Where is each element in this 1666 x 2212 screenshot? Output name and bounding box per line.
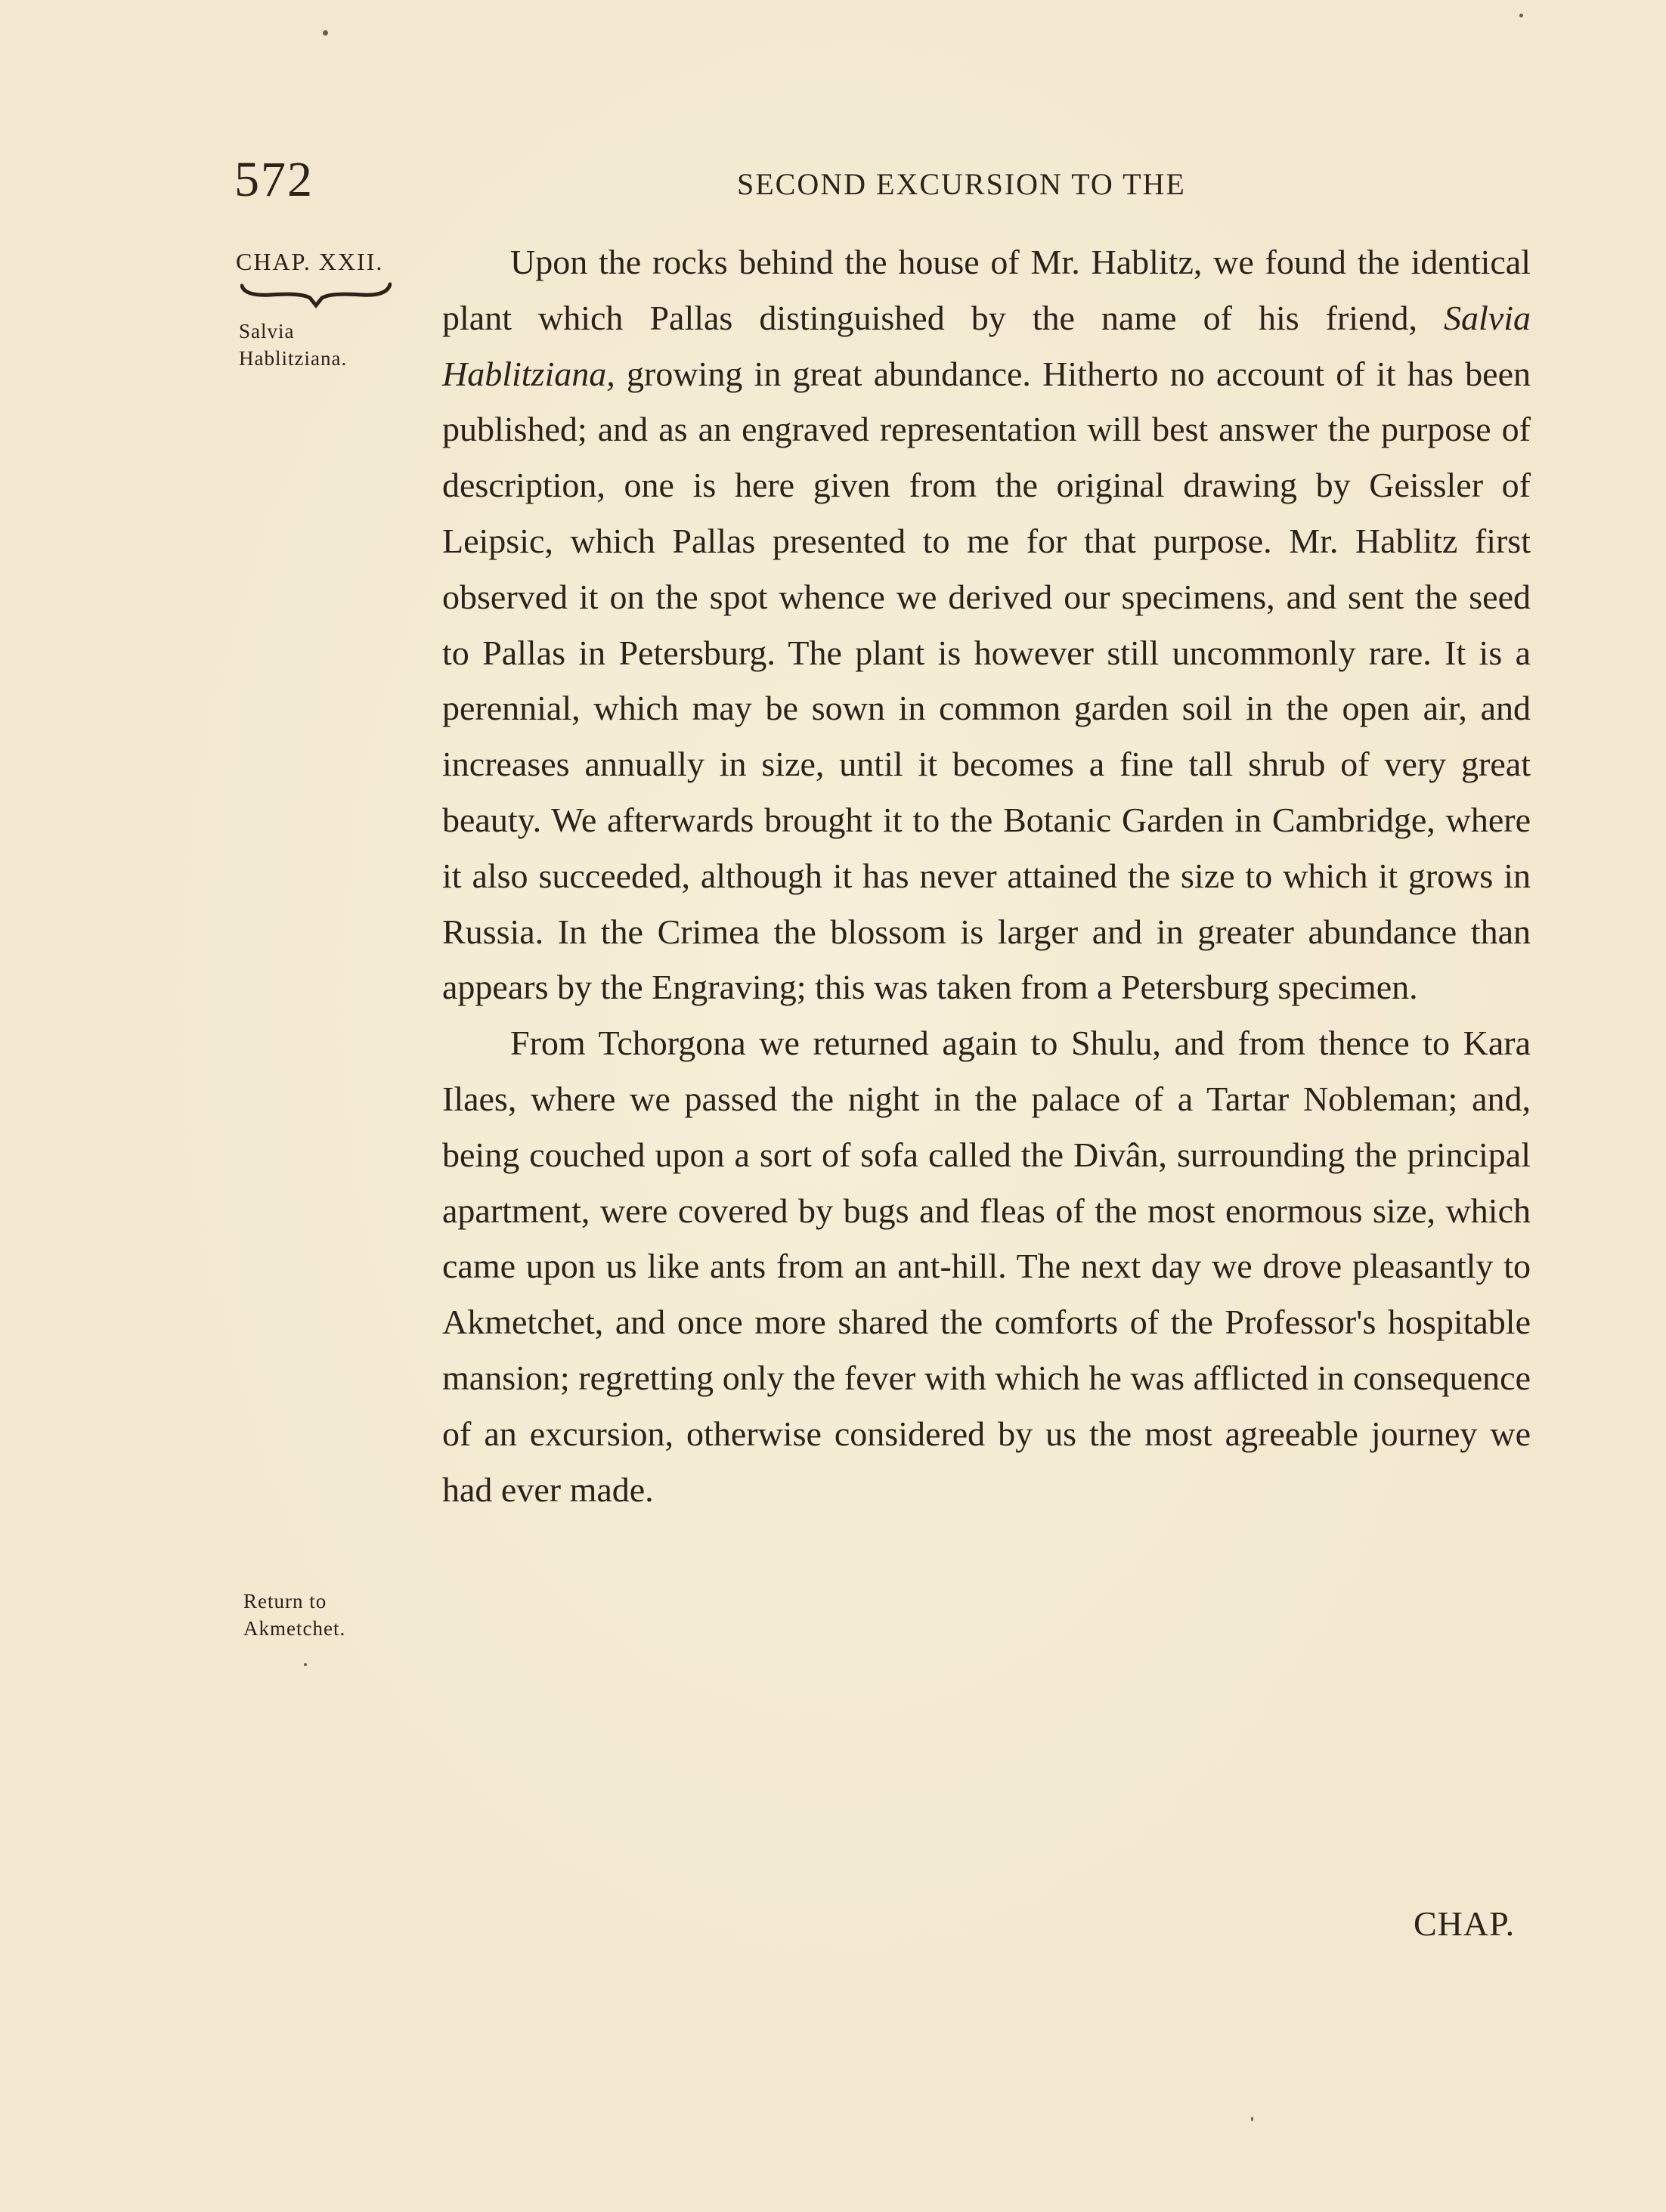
paper-speck [323, 30, 328, 36]
sidenote-salvia [239, 318, 347, 372]
sidenote-line: Akmetchet. [243, 1617, 346, 1640]
sidenote-line: Return to [243, 1590, 327, 1613]
paper-speck [1519, 14, 1523, 17]
paragraph-text: growing in great abundance. Hitherto no account of it has been published; and as an engraved representation will best answer the purpose of description, one is here given from the original drawing by Geissler of Leipsic, which Pallas presented to me for that purpose. Mr. Hablitz first observed it on the spot whence we derived our specimens, and sent the seed to Pallas in Petersburg. The plant is however still uncommonly rare. It is a perennial, which may be sown in common garden soil in the open air, and increases annually in size, until it becomes a fine tall shrub of very great beauty. We afterwards brought it to the Botanic Garden in Cambridge, where it also succeeded, although it has never attained the size to which it grows in Russia. In the Crimea the blossom is larger and in greater abundance than appears by the Engraving; this was taken from a Petersburg specimen. [442, 354, 1531, 1007]
species-name: Salvia Hablitziana, [442, 298, 1531, 393]
sidenote-line: Salvia [239, 320, 295, 342]
main-text [442, 234, 1531, 1517]
paper-speck [1251, 2117, 1253, 2121]
chapter-brace-ornament [240, 280, 392, 310]
page-number: 572 [234, 152, 314, 207]
chapter-label: CHAP. XXII. [236, 248, 384, 275]
catchword: CHAP. [1414, 1904, 1516, 1943]
sidenote-return [243, 1588, 345, 1642]
paragraph [442, 234, 1531, 1015]
paragraph: From Tchorgona we returned again to Shulu, and from thence to Kara Ilaes, where we passed the night in the palace of a Tartar Nobleman; and, being couched upon a sort of sofa called the Divân, surrounding the principal apartment, were covered by bugs and fleas of the most enormous size, which came upon us like ants from an ant-hill. The next day we drove pleasantly to Akmetchet, and once more shared the comforts of the Professor's hospitable mansion; regretting only the fever with which he was afflicted in consequence of an excursion, otherwise considered by us the most agreeable journey we had ever made. [442, 1024, 1531, 1509]
paper-speck [304, 1663, 307, 1666]
running-title-text: SECOND EXCURSION TO THE [737, 167, 1186, 201]
running-title [737, 169, 1186, 200]
sidenote-line: Hablitziana. [239, 347, 348, 370]
paragraph-text: Upon the rocks behind the house of Mr. Hablitz, we found the identical plant which Pallas distinguished by the name of his friend, [442, 243, 1531, 337]
